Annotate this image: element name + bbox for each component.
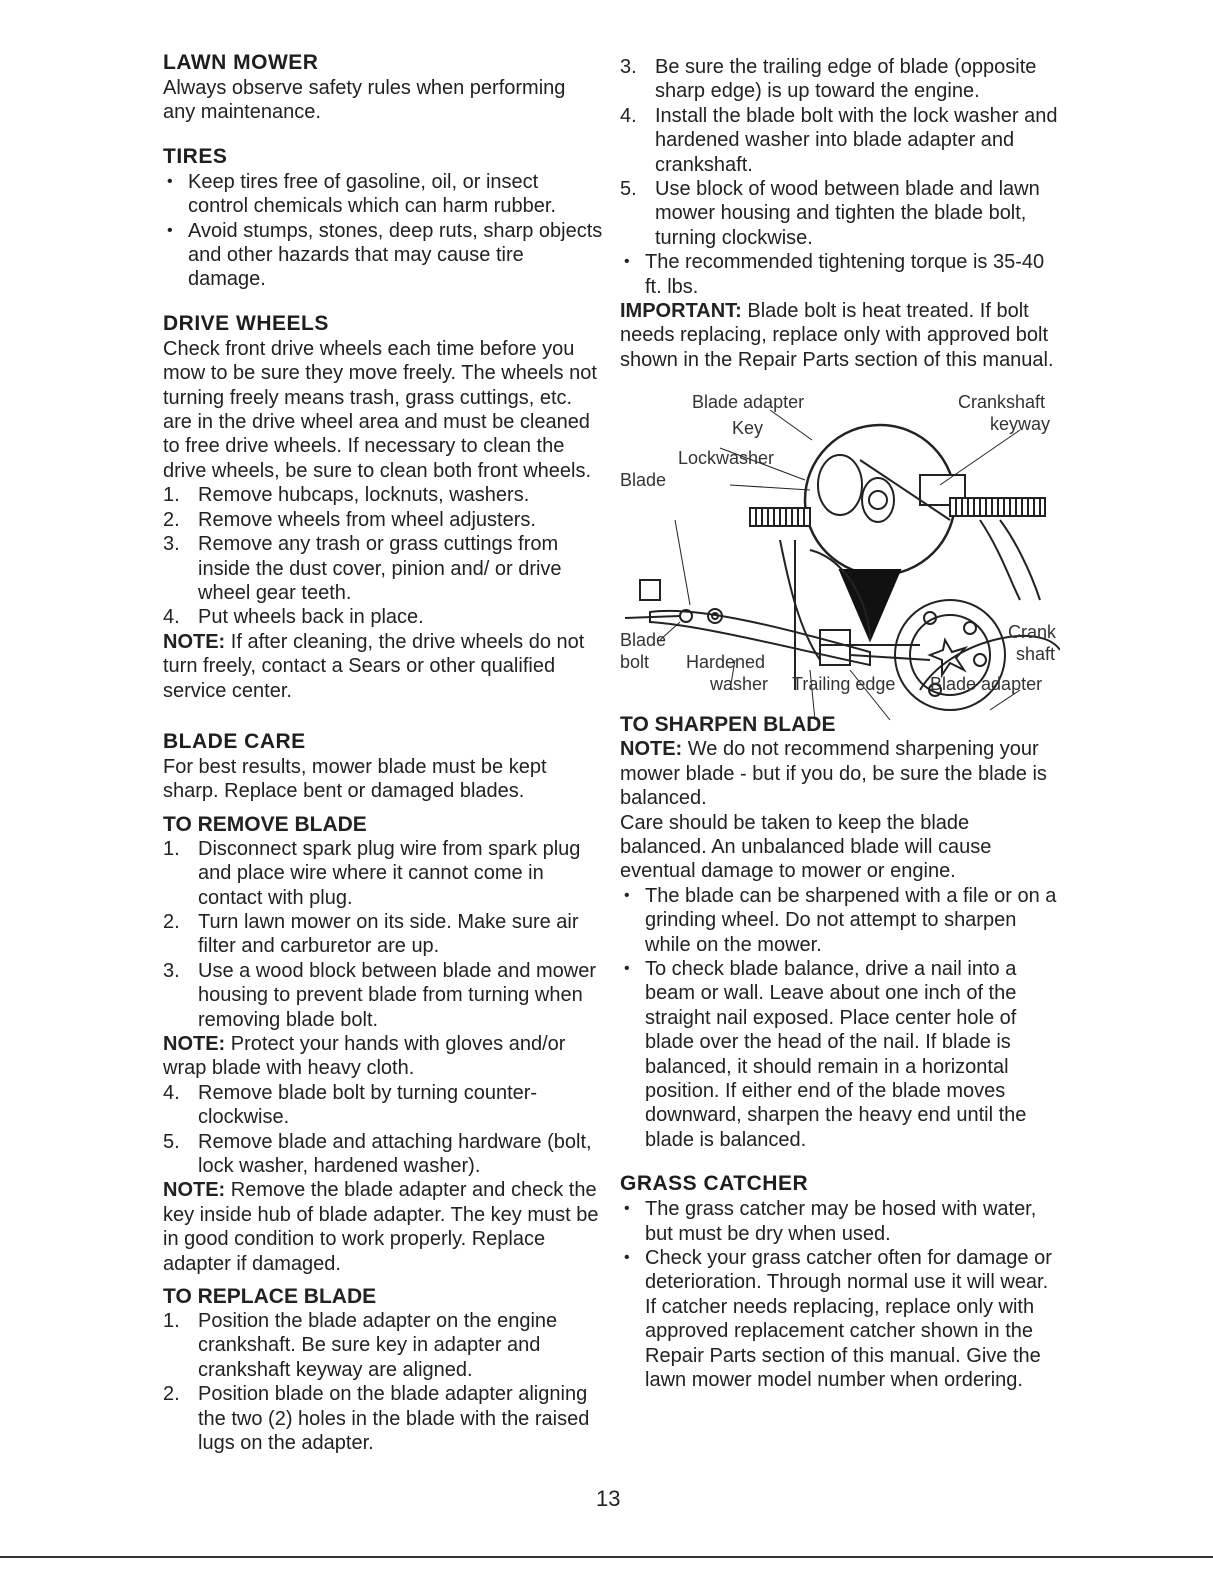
- remove-note-gloves: NOTE: Protect your hands with gloves and/or wrap blade with heavy cloth.: [163, 1033, 566, 1080]
- page-number: 13: [596, 1486, 621, 1511]
- blade-assembly-diagram: [620, 390, 1060, 770]
- sharpen-para: Care should be taken to keep the blade balanced. An unbalanced blade will cause eventual damage to mower or engine.: [620, 811, 992, 883]
- list-item: • Avoid stumps, stones, deep ruts, sharp objects and other hazards that may cause tire damage.: [167, 219, 603, 291]
- label-key: Key: [732, 418, 764, 439]
- label-hardened-1: Hardened: [686, 652, 766, 673]
- grass-catcher-title: GRASS CATCHER: [620, 1172, 809, 1196]
- label-crank-shaft-2: shaft: [1016, 644, 1056, 665]
- tires-title: TIRES: [163, 144, 228, 168]
- right-column: [620, 55, 1060, 1392]
- drive-wheels-title: DRIVE WHEELS: [163, 311, 329, 335]
- blade-care-intro: For best results, mower blade must be kept sharp. Replace bent or damaged blades.: [163, 755, 547, 803]
- list-item: 3. Remove any trash or grass cuttings from inside the dust cover, pinion and/ or drive wheel gear teeth.: [163, 533, 562, 604]
- list-item: • Check your grass catcher often for damage or deterioration. Through normal use it will wear. If catcher needs replacing, replace only with approved replacement catcher shown in the Repair Parts section of this manual. Give the lawn mower model number when ordering.: [624, 1247, 1052, 1392]
- list-item: 5. Remove blade and attaching hardware (bolt, lock washer, hardened washer).: [163, 1130, 592, 1178]
- list-item: 2. Remove wheels from wheel adjusters.: [163, 508, 536, 531]
- label-blade-top: Blade: [620, 470, 667, 491]
- blade-care-title: BLADE CARE: [163, 729, 306, 753]
- label-trailing-edge: Trailing edge: [792, 674, 896, 695]
- blade-assembly-illustration: [620, 390, 1060, 770]
- lawn-mower-title: LAWN MOWER: [163, 51, 319, 74]
- lawn-mower-intro: Always observe safety rules when performing any maintenance.: [163, 77, 566, 124]
- list-item: 4. Remove blade bolt by turning counter-clockwise.: [163, 1081, 538, 1129]
- label-crankshaft-keyway-1: Crankshaft: [958, 392, 1046, 413]
- list-item: • The recommended tightening torque is 35-40 ft. lbs.: [624, 251, 1045, 298]
- list-item: • To check blade balance, drive a nail into a beam or wall. Leave about one inch of the straight nail exposed. Place center hole of blade over the head of the nail. If blade is balanced, it should remain in a horizontal position. If either end of the blade moves downward, sharpen the heavy end until the blade is balanced.: [624, 957, 1027, 1151]
- label-blade-adapter-bottom: Blade adapter: [930, 674, 1043, 695]
- list-item: 3. Be sure the trailing edge of blade (opposite sharp edge) is up toward the engine.: [620, 56, 1037, 103]
- list-item: 2. Position blade on the blade adapter aligning the two (2) holes in the blade with the raised lugs on the adapter.: [163, 1383, 590, 1455]
- list-item: 2. Turn lawn mower on its side. Make sure air filter and carburetor are up.: [163, 910, 579, 958]
- sharpen-blade-title: TO SHARPEN BLADE: [620, 713, 836, 737]
- label-blade-adapter-top: Blade adapter: [692, 392, 805, 413]
- list-item: • The blade can be sharpened with a file or on a grinding wheel. Do not attempt to sharpen while on the mower.: [624, 884, 1057, 956]
- list-item: 4. Put wheels back in place.: [163, 606, 424, 629]
- label-blade-bolt-2: bolt: [620, 652, 650, 673]
- left-column: [163, 50, 603, 1456]
- label-lockwasher: Lockwasher: [678, 448, 775, 469]
- list-item: 1. Remove hubcaps, locknuts, washers.: [163, 484, 530, 507]
- drive-wheels-intro: Check front drive wheels each time before you mow to be sure they move freely. The wheels not turning freely means trash, grass cuttings, etc. are in the drive wheel area and must be cleaned to free drive wheels. If necessary to clean the drive wheels, be sure to clean both front wheels.: [163, 337, 597, 482]
- label-crankshaft-keyway-2: keyway: [990, 414, 1051, 435]
- page-divider: [0, 1556, 1213, 1558]
- sharpen-note: NOTE: We do not recommend sharpening your mower blade - but if you do, be sure the blade is balanced.: [620, 738, 1047, 810]
- remove-blade-title: TO REMOVE BLADE: [163, 812, 367, 836]
- label-crank-shaft-1: Crank: [1008, 622, 1057, 643]
- list-item: • The grass catcher may be hosed with water, but must be dry when used.: [624, 1198, 1037, 1245]
- label-hardened-2: washer: [710, 674, 769, 695]
- drive-wheels-note: NOTE: If after cleaning, the drive wheels do not turn freely, contact a Sears or other qualified service center.: [163, 630, 585, 702]
- list-item: 4. Install the blade bolt with the lock washer and hardened washer into blade adapter and crankshaft.: [620, 104, 1058, 176]
- important-note: IMPORTANT: Blade bolt is heat treated. If bolt needs replacing, replace only with approved bolt shown in the Repair Parts section of this manual.: [620, 300, 1054, 371]
- list-item: 5. Use block of wood between blade and lawn mower housing and tighten the blade bolt, turning clockwise.: [620, 178, 1040, 249]
- list-item: 1. Position the blade adapter on the engine crankshaft. Be sure key in adapter and crankshaft keyway are aligned.: [163, 1310, 558, 1381]
- list-item: • Keep tires free of gasoline, oil, or insect control chemicals which can harm rubber.: [167, 170, 556, 218]
- remove-note-adapter: NOTE: Remove the blade adapter and check the key inside hub of blade adapter. The key must be in good condition to work properly. Replace adapter if damaged.: [163, 1179, 599, 1275]
- replace-blade-title: TO REPLACE BLADE: [163, 1285, 377, 1309]
- label-blade-bolt-1: Blade: [620, 630, 667, 651]
- list-item: 3. Use a wood block between blade and mower housing to prevent blade from turning when removing blade bolt.: [163, 959, 597, 1031]
- list-item: 1. Disconnect spark plug wire from spark plug and place wire where it cannot come in contact with plug.: [163, 837, 581, 909]
